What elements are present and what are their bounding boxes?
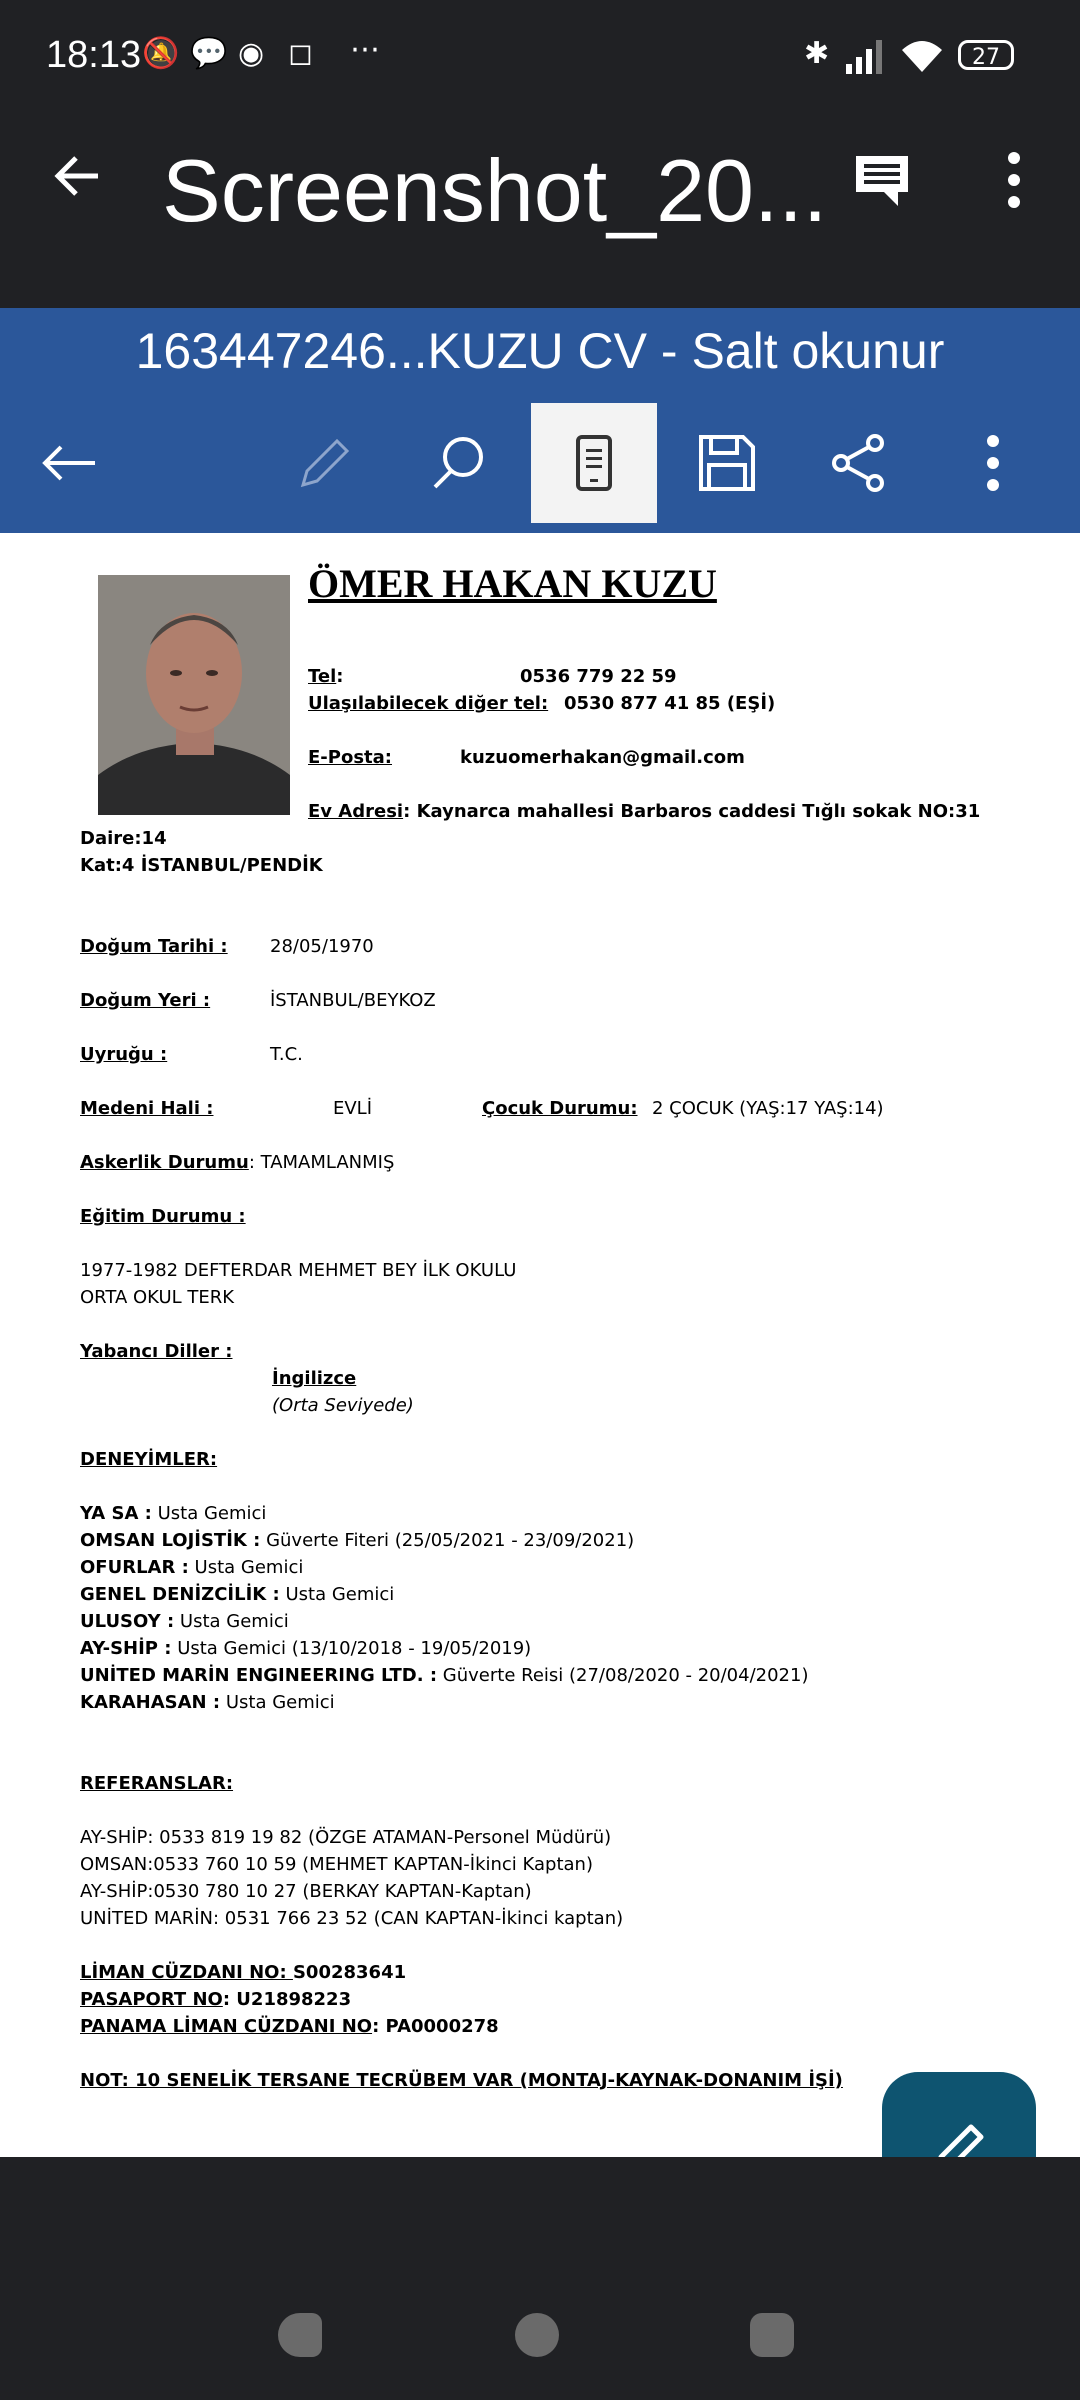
experience-role: Usta Gemici bbox=[225, 1692, 335, 1713]
document-id-label: PANAMA LİMAN CÜZDANI NO bbox=[80, 2016, 373, 2037]
search-icon[interactable] bbox=[396, 403, 522, 523]
experience-company: AY-SHİP : bbox=[80, 1638, 172, 1659]
experience-item bbox=[80, 1584, 394, 1605]
nav-recents-button[interactable] bbox=[750, 2313, 794, 2357]
nationality-value: T.C. bbox=[270, 1044, 303, 1065]
document-id-row: PASAPORT NO: U21898223 bbox=[80, 1989, 352, 2010]
word-back-icon[interactable] bbox=[6, 403, 132, 523]
experience-company: KARAHASAN : bbox=[80, 1692, 221, 1713]
signal-icon bbox=[846, 40, 886, 78]
tel-label: Tel bbox=[308, 666, 337, 687]
experience-item bbox=[80, 1530, 634, 1551]
children-label: Çocuk Durumu: bbox=[482, 1098, 638, 1119]
profile-photo bbox=[98, 575, 290, 815]
wifi-icon bbox=[900, 38, 944, 78]
reference-line: AY-SHİP: 0533 819 19 82 (ÖZGE ATAMAN-Personel Müdürü) bbox=[80, 1827, 612, 1848]
experience-role: Usta Gemici bbox=[285, 1584, 395, 1605]
experience-role: Usta Gemici bbox=[194, 1557, 304, 1578]
experience-label: DENEYİMLER: bbox=[80, 1449, 218, 1470]
experience-item bbox=[80, 1692, 335, 1713]
children-value: 2 ÇOCUK (YAŞ:17 YAŞ:14) bbox=[652, 1098, 884, 1119]
birth-place-label: Doğum Yeri : bbox=[80, 990, 211, 1011]
address-label: Ev Adresi bbox=[308, 801, 404, 822]
document-id-value: PA0000278 bbox=[385, 2016, 499, 2037]
experience-company: ULUSOY : bbox=[80, 1611, 175, 1632]
nationality-label: Uyruğu : bbox=[80, 1044, 168, 1065]
education-line: ORTA OKUL TERK bbox=[80, 1287, 235, 1308]
instagram-icon: ◻ bbox=[288, 36, 313, 71]
app-menu-icon[interactable] bbox=[1000, 150, 1028, 214]
chrome-icon: ◉ bbox=[238, 36, 265, 71]
experience-item bbox=[80, 1557, 303, 1578]
education-label: Eğitim Durumu : bbox=[80, 1206, 246, 1227]
save-icon[interactable] bbox=[664, 403, 790, 523]
other-tel-value: 0530 877 41 85 (EŞİ) bbox=[564, 693, 776, 714]
document-id-label: LİMAN CÜZDANI NO: bbox=[80, 1962, 293, 1983]
address-line3: Kat:4 İSTANBUL/PENDİK bbox=[80, 855, 323, 876]
experience-role: Usta Gemici bbox=[157, 1503, 267, 1524]
system-nav-bar bbox=[0, 2157, 1080, 2400]
email-label: E-Posta: bbox=[308, 747, 392, 768]
document-id-value: U21898223 bbox=[236, 1989, 352, 2010]
experience-company: OMSAN LOJİSTİK : bbox=[80, 1530, 261, 1551]
share-icon[interactable] bbox=[796, 403, 922, 523]
bluetooth-icon: ✱ bbox=[804, 36, 830, 71]
languages-label: Yabancı Diller : bbox=[80, 1341, 233, 1362]
cv-name: ÖMER HAKAN KUZU bbox=[308, 561, 717, 606]
education-line: 1977-1982 DEFTERDAR MEHMET BEY İLK OKULU bbox=[80, 1260, 517, 1281]
experience-item bbox=[80, 1638, 531, 1659]
experience-item bbox=[80, 1503, 266, 1524]
document-id-row bbox=[80, 1962, 406, 1983]
experience-item bbox=[80, 1611, 289, 1632]
language-level: (Orta Seviyede) bbox=[272, 1395, 414, 1416]
tel-value: 0536 779 22 59 bbox=[520, 666, 677, 687]
tel-row: Tel: bbox=[308, 666, 344, 687]
language: İngilizce bbox=[272, 1368, 357, 1389]
edit-pencil-icon[interactable] bbox=[262, 403, 388, 523]
marital-label: Medeni Hali : bbox=[80, 1098, 214, 1119]
chat-icon: 💬 bbox=[190, 36, 228, 71]
experience-company: OFURLAR : bbox=[80, 1557, 189, 1578]
experience-company: YA SA : bbox=[80, 1503, 152, 1524]
address-row: Ev Adresi: Kaynarca mahallesi Barbaros caddesi Tığlı sokak NO:31 bbox=[308, 801, 981, 822]
experience-role: Usta Gemici bbox=[179, 1611, 289, 1632]
references-label: REFERANSLAR: bbox=[80, 1773, 234, 1794]
reference-line: OMSAN:0533 760 10 59 (MEHMET KAPTAN-İkinci Kaptan) bbox=[80, 1854, 593, 1875]
military-label: Askerlik Durumu bbox=[80, 1152, 249, 1173]
app-title: Screenshot_20... bbox=[162, 141, 828, 240]
experience-item bbox=[80, 1665, 808, 1686]
address-line2: Daire:14 bbox=[80, 828, 167, 849]
more-notifications-icon: ⋯ bbox=[350, 32, 380, 67]
email-value[interactable]: kuzuomerhakan@gmail.com bbox=[460, 747, 745, 768]
military-value: : TAMAMLANMIŞ bbox=[248, 1152, 395, 1173]
mobile-view-icon[interactable] bbox=[531, 403, 657, 523]
nav-home-button[interactable] bbox=[515, 2313, 559, 2357]
address-value: Kaynarca mahallesi Barbaros caddesi Tığlı sokak NO:31 bbox=[416, 801, 981, 822]
document-id-value: S00283641 bbox=[292, 1962, 407, 1983]
word-menu-icon[interactable] bbox=[930, 403, 1056, 523]
birth-date-value: 28/05/1970 bbox=[270, 936, 374, 957]
comment-icon[interactable] bbox=[852, 152, 912, 212]
experience-role: Güverte Reisi (27/08/2020 - 20/04/2021) bbox=[442, 1665, 809, 1686]
experience-role: Güverte Fiteri (25/05/2021 - 23/09/2021) bbox=[266, 1530, 635, 1551]
document-id-label: PASAPORT NO bbox=[80, 1989, 223, 2010]
other-tel-label: Ulaşılabilecek diğer tel: bbox=[308, 693, 549, 714]
back-arrow-icon[interactable] bbox=[52, 150, 104, 206]
document-title: 163447246...KUZU CV - Salt okunur bbox=[135, 323, 945, 379]
marital-value: EVLİ bbox=[333, 1098, 373, 1119]
birth-place-value: İSTANBUL/BEYKOZ bbox=[270, 990, 436, 1011]
reference-line: UNİTED MARİN: 0531 766 23 52 (CAN KAPTAN-İkinci kaptan) bbox=[80, 1908, 624, 1929]
cv-note: NOT: 10 SENELİK TERSANE TECRÜBEM VAR (MONTAJ-KAYNAK-DONANIM İŞİ) bbox=[80, 2070, 843, 2091]
experience-role: Usta Gemici (13/10/2018 - 19/05/2019) bbox=[177, 1638, 532, 1659]
battery-indicator: 27 bbox=[958, 40, 1014, 70]
status-time: 18:13 bbox=[46, 34, 142, 76]
birth-date-label: Doğum Tarihi : bbox=[80, 936, 228, 957]
military-row bbox=[80, 1152, 394, 1173]
experience-company: UNİTED MARİN ENGINEERING LTD. : bbox=[80, 1665, 438, 1686]
experience-company: GENEL DENİZCİLİK : bbox=[80, 1584, 280, 1605]
reference-line: AY-SHİP:0530 780 10 27 (BERKAY KAPTAN-Kaptan) bbox=[80, 1881, 532, 1902]
document-id-row: PANAMA LİMAN CÜZDANI NO: PA0000278 bbox=[80, 2016, 499, 2037]
mute-notification-icon: 🔕 bbox=[142, 36, 180, 71]
nav-back-button[interactable] bbox=[278, 2313, 322, 2357]
